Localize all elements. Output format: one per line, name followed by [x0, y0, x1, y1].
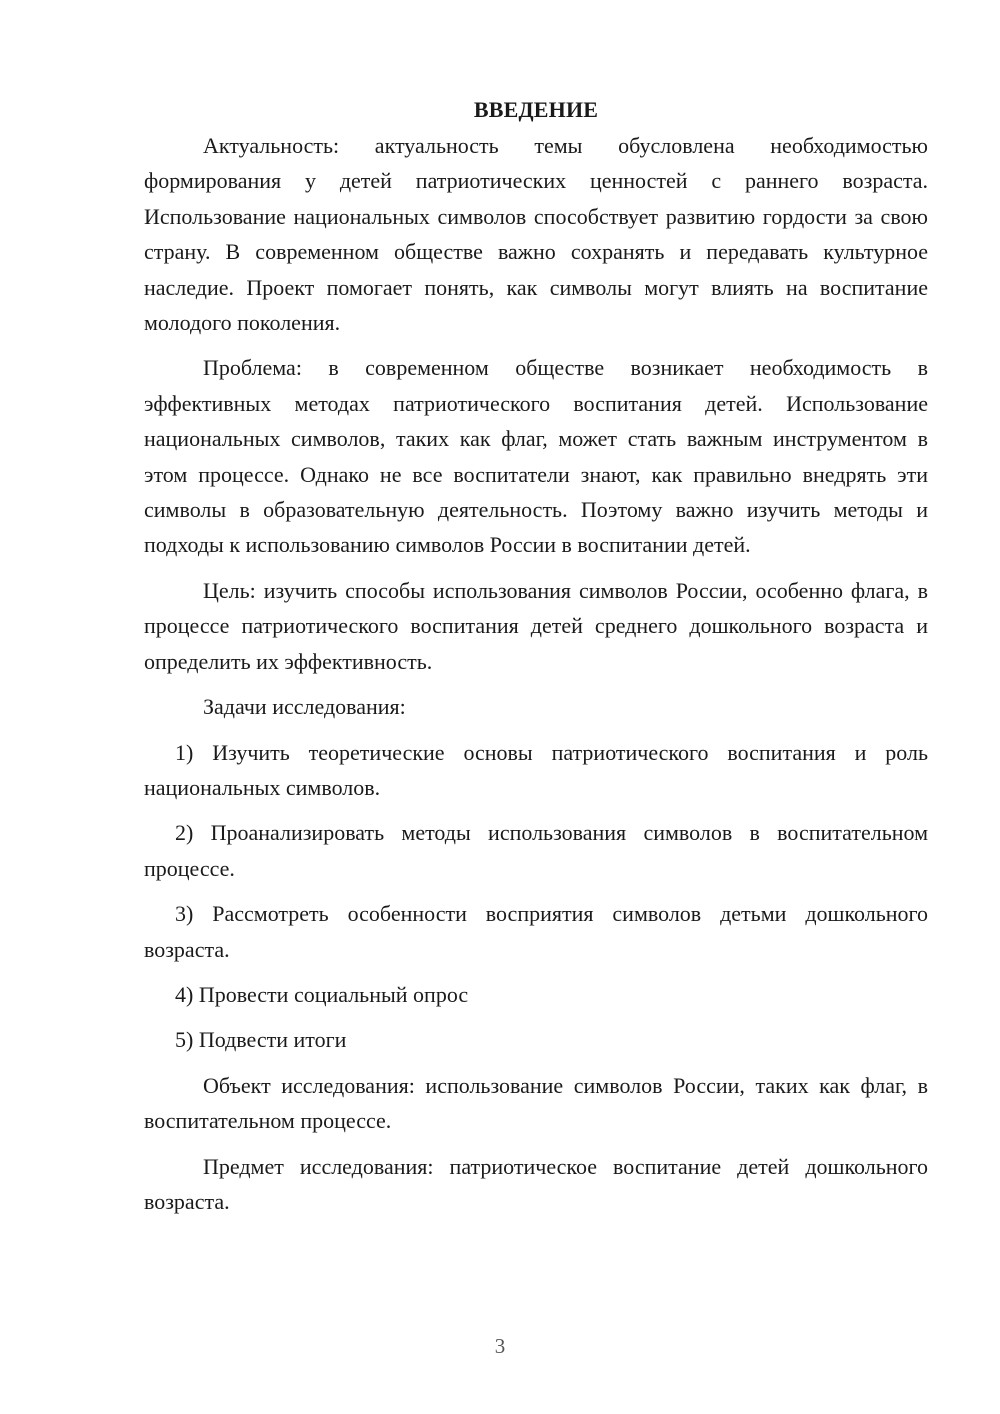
task-item-1: 1) Изучить теоретические основы патриотического воспитания и роль национальных символов.	[144, 739, 928, 800]
page-title: ВВЕДЕНИЕ	[473, 97, 599, 122]
task-item-4: 4) Провести социальный опрос	[175, 981, 469, 1007]
subject-paragraph: Предмет исследования: патриотическое воспитание детей дошкольного возраста.	[144, 1153, 928, 1214]
task-item-5: 5) Подвести итоги	[175, 1027, 347, 1053]
relevance-paragraph: Актуальность: актуальность темы обусловлена необходимостью формирования у детей патриотических ценностей с раннего возраста. Использование национальных символов способствует развитию гордости за свою страну. В современном обществе важно сохранять и передавать культурное наследие. Проект помогает понять, как символы могут влиять на воспитание молодого поколения.	[144, 133, 928, 336]
problem-paragraph: Проблема: в современном обществе возникает необходимость в эффективных методах патриотического воспитания детей. Использование национальных символов, таких как флаг, может стать важным инструментом в этом процессе. Однако не все воспитатели знают, как правильно внедрять эти символы в образовательную деятельность. Поэтому важно изучить методы и подходы к использованию символов России в воспитании детей.	[144, 355, 928, 558]
task-item-3: 3) Рассмотреть особенности восприятия символов детьми дошкольного возраста.	[144, 901, 928, 962]
object-paragraph: Объект исследования: использование символов России, таких как флаг, в воспитательном процессе.	[144, 1072, 928, 1134]
task-item-2: 2) Проанализировать методы использования символов в воспитательном процессе.	[144, 820, 928, 881]
page-number: 3	[494, 1334, 506, 1358]
goal-paragraph: Цель: изучить способы использования символов России, особенно флага, в процессе патриотического воспитания детей среднего дошкольного возраста и определить их эффективность.	[144, 577, 928, 674]
document-body	[144, 92, 928, 1229]
tasks-heading: Задачи исследования:	[203, 694, 406, 720]
